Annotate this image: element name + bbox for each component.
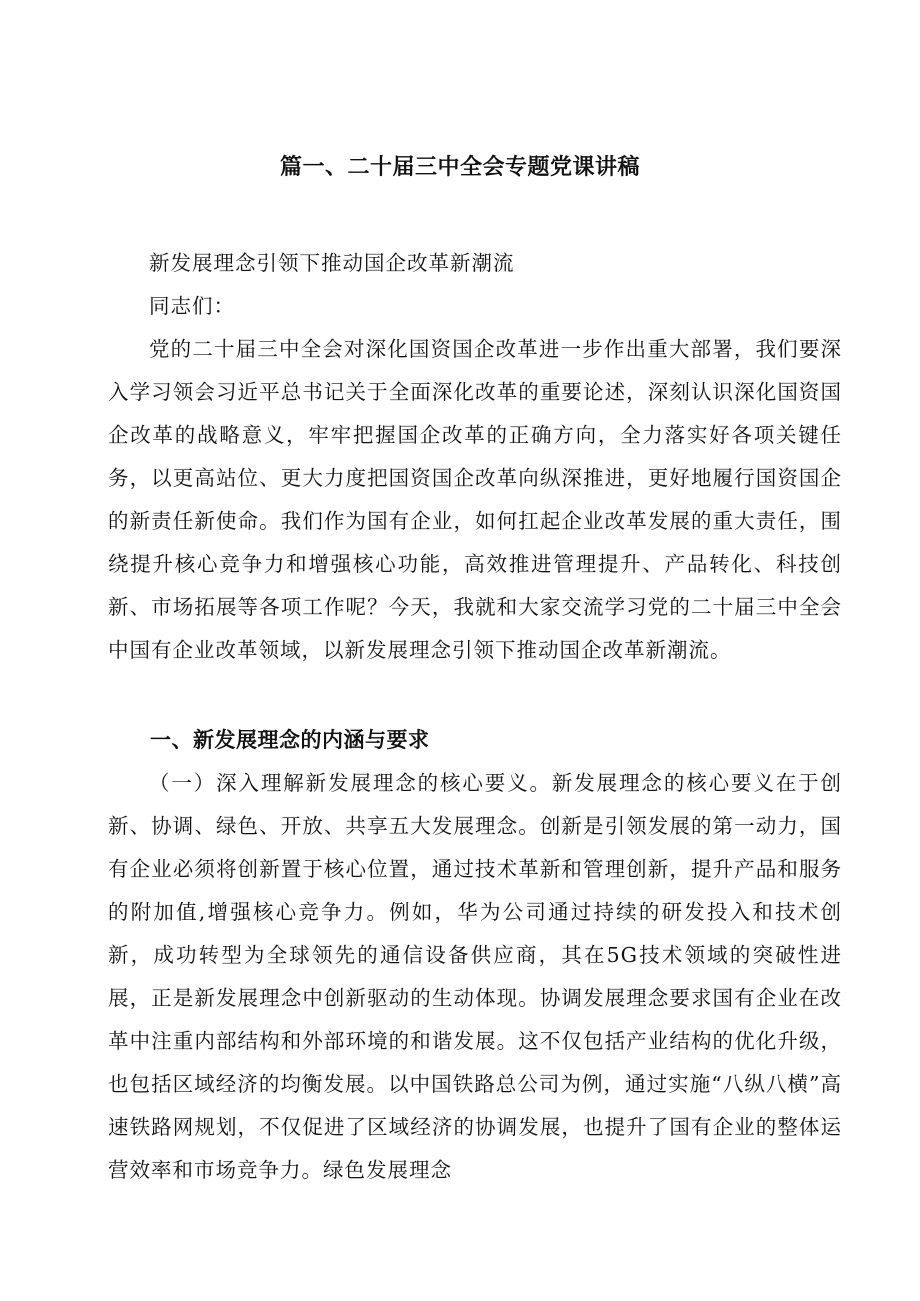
section-heading-1: 一、新发展理念的内涵与要求 bbox=[150, 728, 430, 752]
paragraph-1: 党的二十届三中全会对深化国资国企改革进一步作出重大部署，我们要深入学习领会习近平总书记关于全面深化改革的重要论述，深刻认识深化国资国企改革的战略意义，牢牢把握国企改革的正确方向，全力落实好各项关键任务，以更高站位、更大力度把国资国企改革向纵深推进，更好地履行国资国企的新责任新使命。我们作为国有企业，如何扛起企业改革发展的重大责任，围绕提升核心竞争力和增强核心功能，高效推进管理提升、产品转化、科技创新、市场拓展等各项工作呢？今天，我就和大家交流学习党的二十届三中全会中国有企业改革领域，以新发展理念引领下推动国企改革新潮流。 bbox=[108, 337, 842, 662]
document-subtitle: 新发展理念引领下推动国企改革新潮流 bbox=[149, 251, 515, 275]
document-title: 篇一、二十届三中全会专题党课讲稿 bbox=[279, 155, 640, 180]
greeting: 同志们： bbox=[149, 294, 235, 318]
paragraph-2: （一）深入理解新发展理念的核心要义。新发展理念的核心要义在于创新、协调、绿色、开放、共享五大发展理念。创新是引领发展的第一动力，国有企业必须将创新置于核心位置，通过技术革新和管理创新，提升产品和服务的附加值,增强核心竞争力。例如，华为公司通过持续的研发投入和技术创新，成功转型为全球领先的通信设备供应商，其在5G技术领域的突破性进展，正是新发展理念中创新驱动的生动体现。协调发展理念要求国有企业在改革中注重内部结构和外部环境的和谐发展。这不仅包括产业结构的优化升级，也包括区域经济的均衡发展。以中国铁路总公司为例，通过实施“八纵八横”高速铁路网规划，不仅促进了区域经济的协调发展，也提升了国有企业的整体运营效率和市场竞争力。绿色发展理念 bbox=[108, 771, 842, 1182]
